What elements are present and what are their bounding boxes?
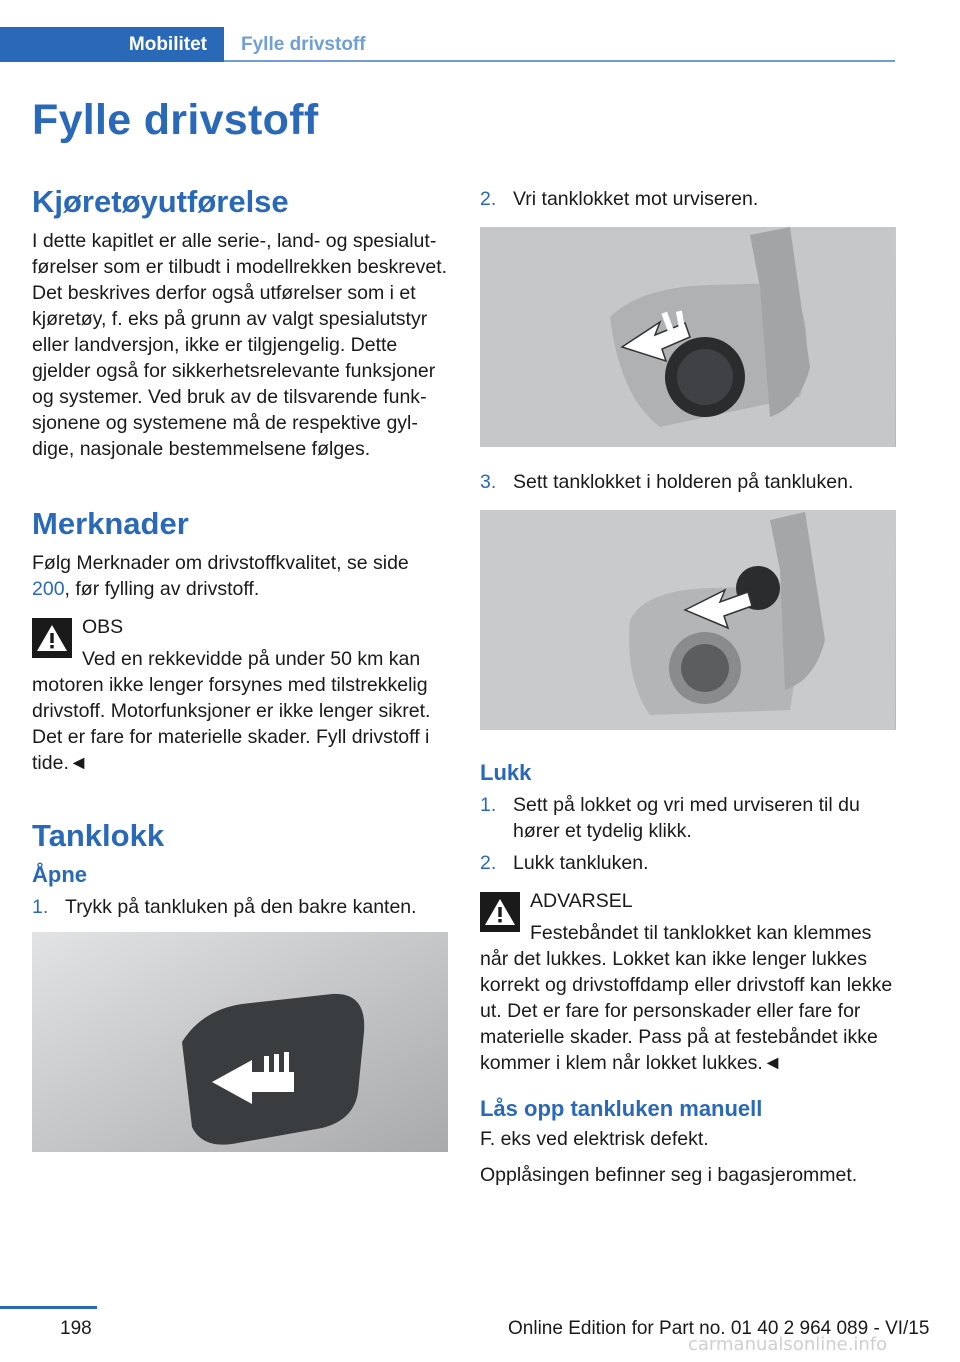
las-opp-body-2: Opplåsingen befinner seg i bagasjerommet. [480, 1164, 858, 1186]
section-title-merknader: Merknader [32, 506, 189, 541]
watermark: carmanualsonline.info [688, 1334, 888, 1355]
warning-advarsel [480, 888, 895, 1076]
list-item [32, 894, 448, 920]
step-number: 3. [480, 471, 497, 493]
step-text: Vri tanklokket mot urviseren. [513, 188, 759, 210]
step-number: 1. [480, 794, 497, 816]
warning-text: når det lukkes. Lokket kan ikke lenger lukkes korrekt og drivstoffdamp eller drivstoff kan lekke ut. Det er fare for personskader eller fare for materielle skader. Pass på at festebåndet ikke kommer i klem når lokket lukkes.◄ [480, 948, 893, 1074]
footer-divider [0, 1306, 97, 1309]
subsection-title-las-opp: Lås opp tankluken manuell [480, 1096, 763, 1121]
section-body-kjoretoyutforelse: I dette kapitlet er alle serie-, land- og spesialutførelser som er tilbudt i modellrekken beskrevet. Det beskrives derfor også utførelser som i et kjøretøy, f. eks på grunn av valgt spesialutstyr eller landversjon, ikke er tilgjengelig. Dette gjelder også for sikkerhetsrelevante funksjoner og systemer. Ved bruk av de tilsvarende funksjonene og systemene må de respektive gyldige, nasjonale bestemmelsene følges. [32, 230, 448, 460]
warning-text-first: Festebåndet til tanklokket kan klemmes [530, 922, 872, 944]
step-text: Sett på lokket og vri med urviseren til du hører et tydelig klikk. [513, 794, 860, 842]
step-text: Lukk tankluken. [513, 852, 649, 874]
merknader-text-post: , før fylling av drivstoff. [64, 578, 260, 600]
warning-triangle-icon [32, 618, 72, 658]
fuel-cap-holder-image [480, 510, 896, 730]
tab-mobilitet[interactable]: Mobilitet [0, 27, 224, 62]
page-title: Fylle drivstoff [32, 96, 319, 144]
page-link-200[interactable]: 200 [32, 578, 65, 600]
right-column [480, 182, 895, 1188]
warning-triangle-icon [480, 892, 520, 932]
list-item [480, 792, 895, 844]
list-item [480, 186, 895, 212]
step-text: Sett tanklokket i holderen på tankluken. [513, 471, 854, 493]
warning-text-first: Ved en rekkevidde på under 50 km kan [82, 648, 421, 670]
step-number: 2. [480, 852, 497, 874]
merknader-text-pre: Følg Merknader om drivstoffkvalitet, se side [32, 552, 409, 574]
warning-text: motoren ikke lenger forsynes med tilstrekkelig drivstoff. Motorfunksjoner er ikke lenger sikret. Det er fare for materielle skader. Fyll drivstoff i tide.◄ [32, 674, 431, 774]
step-number: 2. [480, 188, 497, 210]
section-title-kjoretoyutforelse: Kjøretøyutførelse [32, 184, 289, 219]
page-header [0, 27, 895, 62]
subsection-title-apne: Åpne [32, 862, 87, 887]
step-number: 1. [32, 896, 49, 918]
step-text: Trykk på tankluken på den bakre kanten. [65, 896, 417, 918]
section-title-tanklokk: Tanklokk [32, 818, 165, 853]
edition-info: Online Edition for Part no. 01 40 2 964 089 - VI/15 [508, 1318, 930, 1339]
section-body-merknader [32, 550, 448, 602]
list-item [480, 469, 895, 495]
warning-obs [32, 614, 448, 776]
subsection-title-lukk: Lukk [480, 760, 532, 785]
left-column [32, 182, 448, 1152]
fuel-flap-press-image [32, 932, 448, 1152]
warning-title: OBS [82, 616, 124, 638]
tab-fylle-drivstoff[interactable]: Fylle drivstoff [241, 33, 366, 55]
page-number: 198 [60, 1318, 92, 1339]
fuel-cap-turn-image [480, 227, 896, 447]
las-opp-body-1: F. eks ved elektrisk defekt. [480, 1128, 709, 1150]
list-item [480, 850, 895, 876]
warning-title: ADVARSEL [530, 890, 633, 912]
header-divider [224, 60, 895, 62]
